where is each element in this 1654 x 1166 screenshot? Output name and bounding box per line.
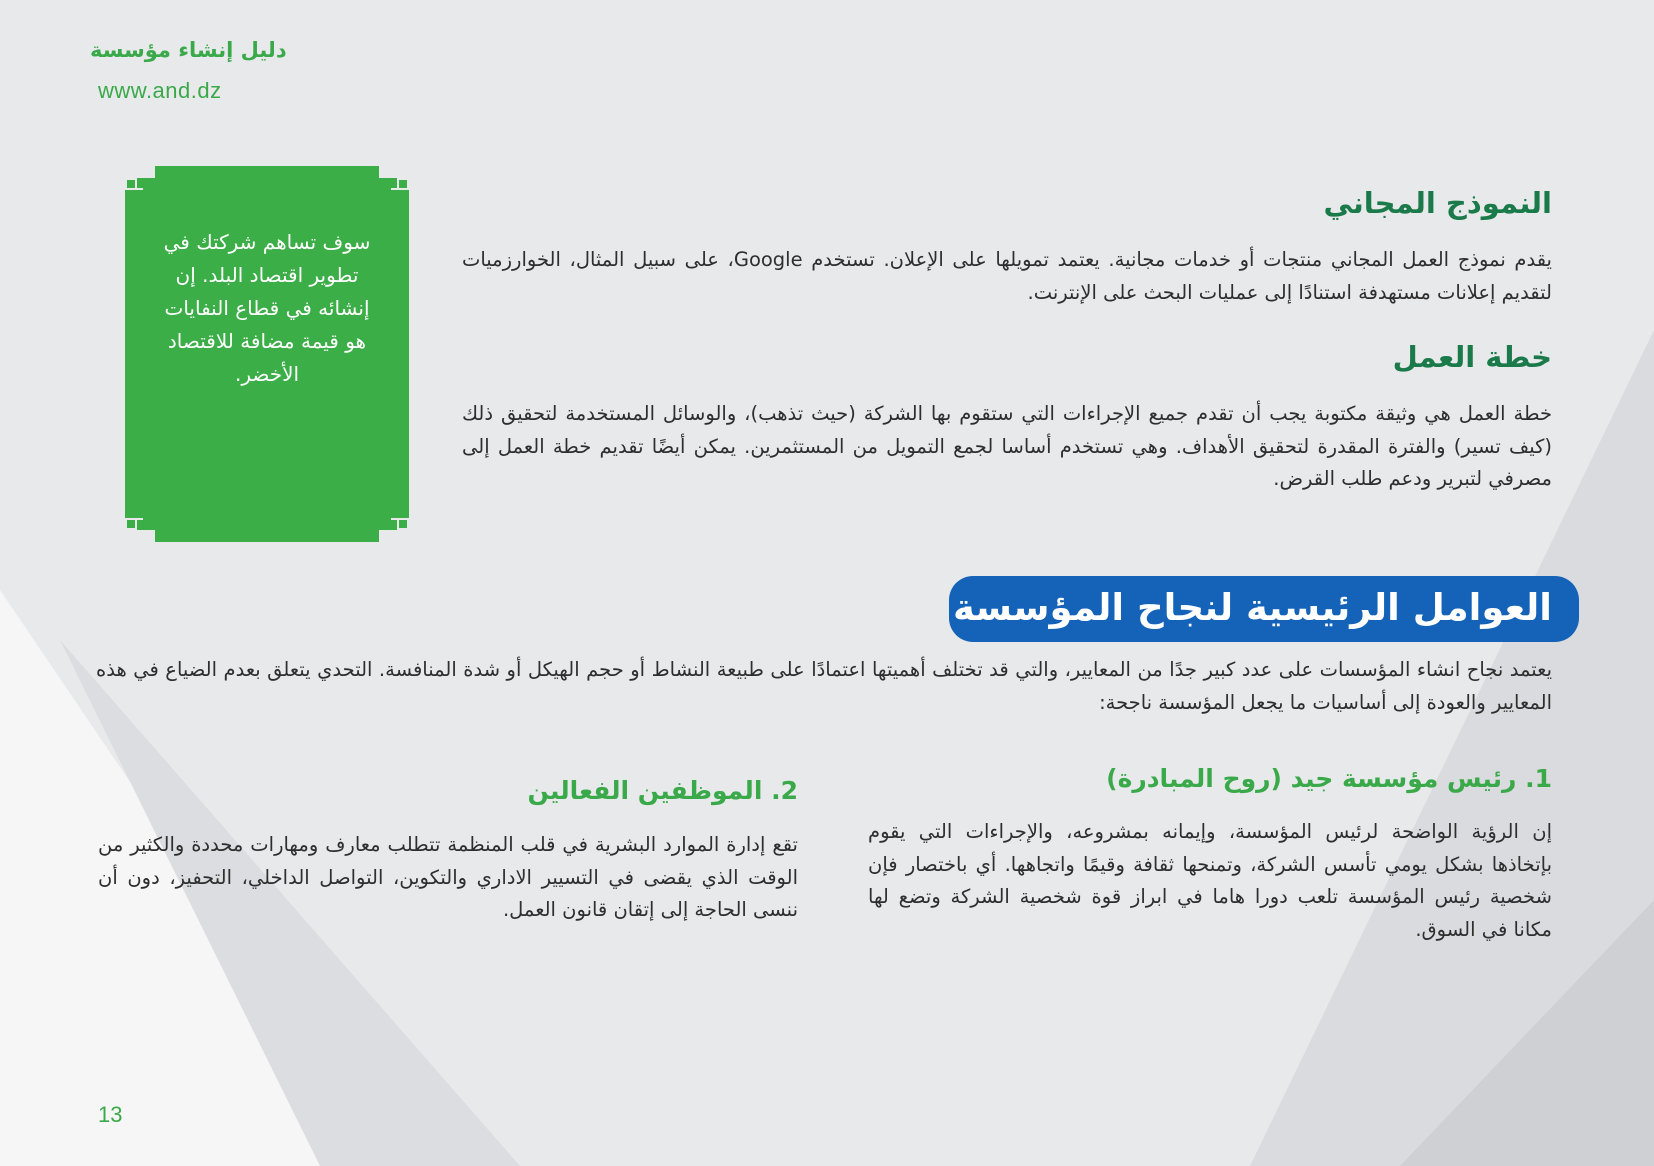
callout-text: سوف تساهم شركتك في تطوير اقتصاد البلد. إن إنشائه في قطاع النفايات هو قيمة مضافة للاقتصاد الأخضر. (163, 230, 371, 386)
callout-box (125, 166, 409, 542)
website-link[interactable]: www.and.dz (98, 78, 222, 103)
key-factors-intro: يعتمد نجاح انشاء المؤسسات على عدد كبير جدًا من المعايير، والتي قد تختلف أهميتها اعتمادًا على طبيعة النشاط أو حجم الهيكل أو شدة المنافسة. التحدي يتعلق بعدم الضياع في هذه المعايير والعودة إلى أساسيات ما يجعل المؤسسة ناجحة: (96, 658, 1552, 714)
factor-2-heading: 2. الموظفين الفعالين (527, 776, 798, 805)
free-model-heading: النموذج المجاني (1323, 186, 1552, 220)
key-factors-heading: العوامل الرئيسية لنجاح المؤسسة (953, 586, 1552, 629)
factor-1-paragraph: إن الرؤية الواضحة لرئيس المؤسسة، وإيمانه بمشروعه، والإجراءات التي يقوم بإتخاذها بشكل يومي تأسس الشركة، وتمنحها ثقافة وقيمًا واتجاهها. أي باختصار فإن شخصية رئيس المؤسسة تلعب دورا هاما في ابراز قوة شخصية الشركة وتضع لها مكانا في السوق. (868, 820, 1552, 941)
factor-1-heading: 1. رئيس مؤسسة جيد (روح المبادرة) (1106, 764, 1552, 793)
factor-2-paragraph: تقع إدارة الموارد البشرية في قلب المنظمة تتطلب معارف ومهارات محددة والكثير من الوقت الذي يقضى في التسيير الاداري والتكوين، التواصل الداخلي، التحفيز، دون أن ننسى الحاجة إلى إتقان قانون العمل. (98, 833, 798, 921)
guide-title: دليل إنشاء مؤسسة (90, 38, 287, 62)
free-model-paragraph: يقدم نموذج العمل المجاني منتجات أو خدمات مجانية. يعتمد تمويلها على الإعلان. تستخدم Google، على سبيل المثال، الخوارزميات لتقديم إعلانات مستهدفة استنادًا إلى عمليات البحث على الإنترنت. (462, 248, 1552, 304)
action-plan-heading: خطة العمل (1392, 340, 1552, 374)
action-plan-paragraph: خطة العمل هي وثيقة مكتوبة يجب أن تقدم جميع الإجراءات التي ستقوم بها الشركة (حيث تذهب)، والوسائل المستخدمة لتحقيق ذلك (كيف تسير) والفترة المقدرة لتحقيق الأهداف. وهي تستخدم أساسا لجمع التمويل من المستثمرين. يمكن أيضًا تقديم خطة العمل إلى مصرفي لتبرير ودعم طلب القرض. (462, 402, 1552, 490)
page-number: 13 (98, 1102, 123, 1127)
